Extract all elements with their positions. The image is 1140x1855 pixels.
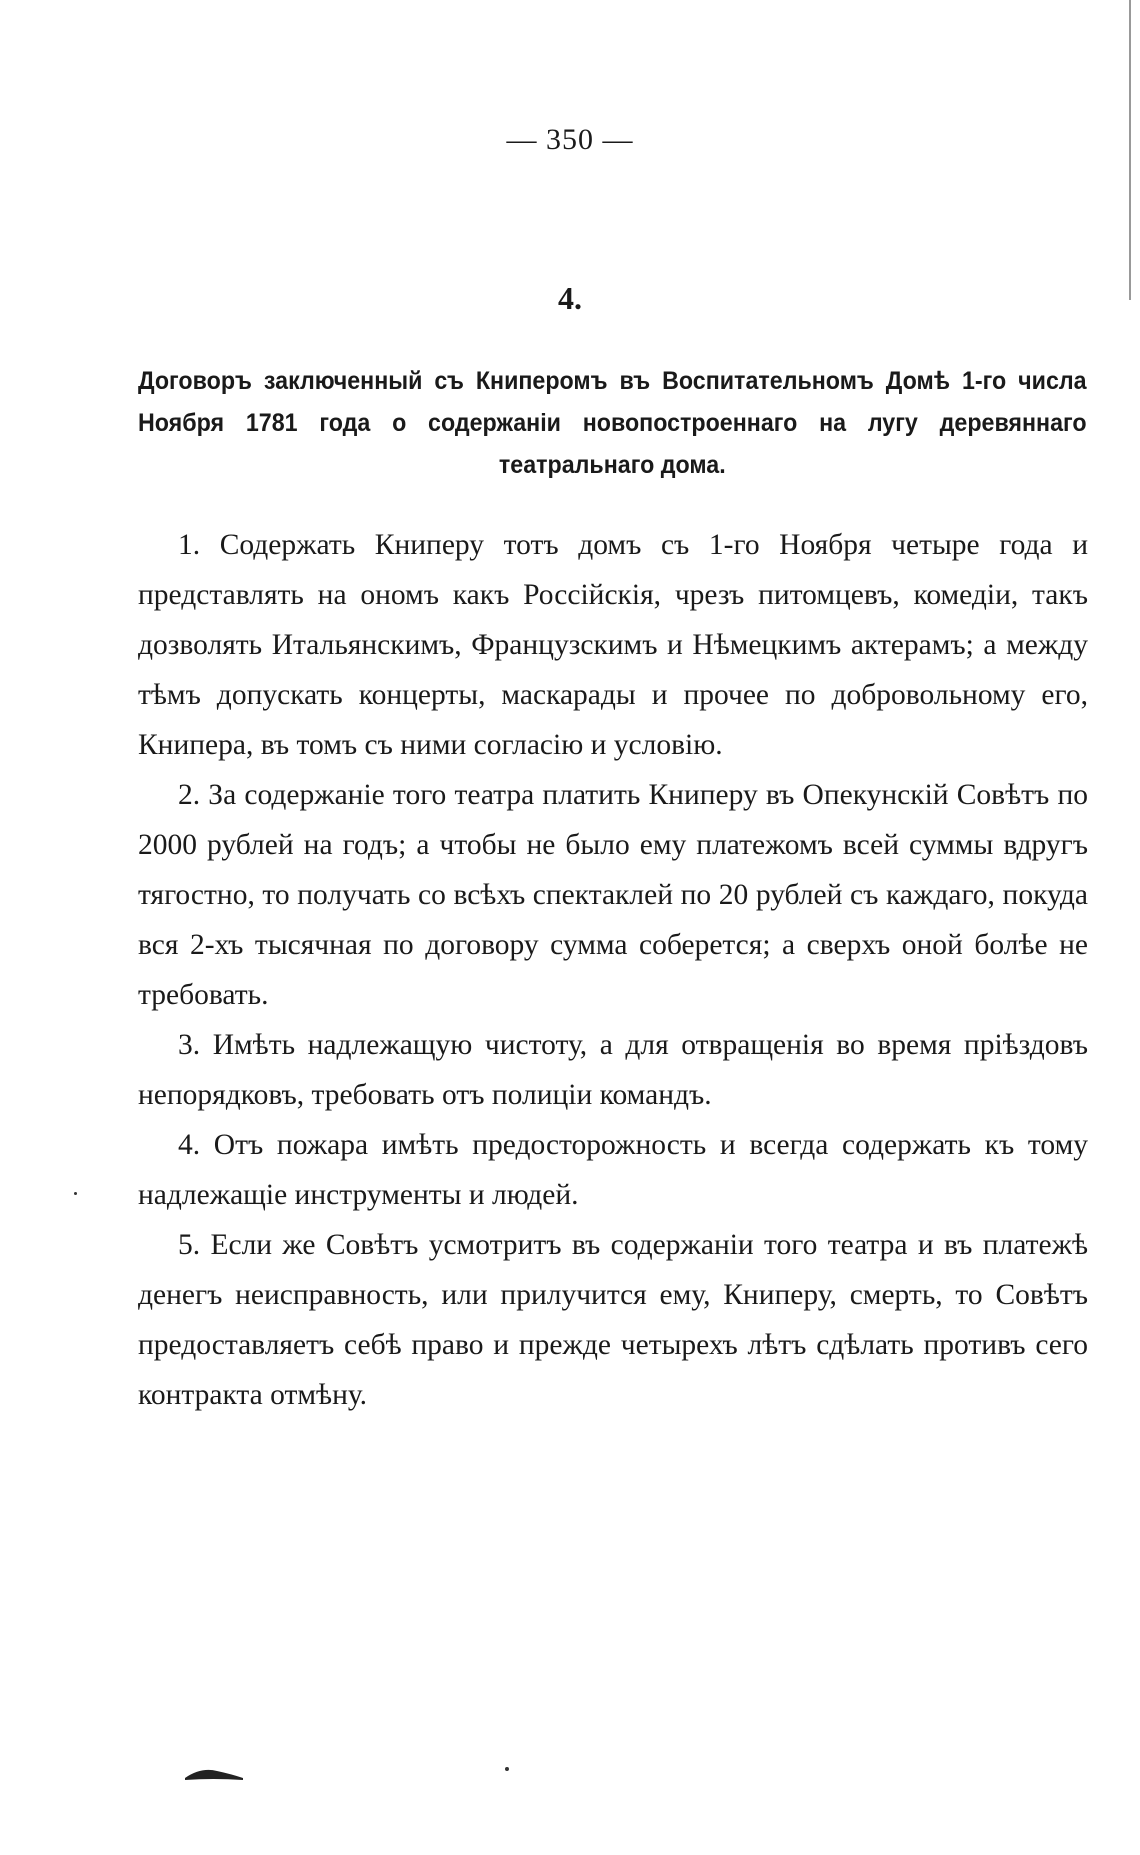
paragraph-2: 2. За содержаніе того театра платить Книперу въ Опекунскій Совѣтъ по 2000 рублей на годъ; а чтобы не было ему платежомъ всей суммы вдругъ тягостно, то получать со всѣхъ спектаклей по 20 рублей съ каждаго, покуда вся 2-хъ тысячная по договору сумма соберется; а сверхъ оной болѣе не требовать.: [138, 779, 1088, 1011]
ink-speck: [505, 1767, 509, 1771]
document-heading: Договоръ заключенный съ Книперомъ въ Воспитательномъ Домѣ 1-го числа Ноября 1781 года о содержаніи новопостроеннаго на лугу деревяннаго театральнаго дома.: [138, 367, 1087, 479]
document-body: [138, 520, 1088, 1420]
paragraph-1: 1. Содержать Книперу тотъ домъ съ 1-го Ноября четыре года и представлять на ономъ какъ Россійскія, чрезъ питомцевъ, комедіи, такъ дозволять Итальянскимъ, Французскимъ и Нѣмецкимъ актерамъ; а между тѣмъ допускать концерты, маскарады и прочее по добровольному его, Книпера, въ томъ съ ними согласію и условію.: [138, 529, 1088, 761]
ink-speck: [74, 1192, 77, 1195]
paragraph-4: 4. Отъ пожара имѣть предосторожность и всегда содержать къ тому надлежащіе инструменты и людей.: [138, 1129, 1088, 1211]
section-number: 4.: [558, 280, 582, 316]
ink-mark-icon: [183, 1765, 245, 1781]
page-number: — 350 —: [506, 123, 634, 156]
paragraph-3: 3. Имѣть надлежащую чистоту, а для отвращенія во время пріѣздовъ непорядковъ, требовать отъ полиціи командъ.: [138, 1029, 1088, 1111]
paragraph-5: 5. Если же Совѣтъ усмотритъ въ содержаніи того театра и въ платежѣ денегъ неисправность, или прилучится ему, Книперу, смерть, то Совѣтъ предоставляетъ себѣ право и прежде четырехъ лѣтъ сдѣлать противъ сего контракта отмѣну.: [138, 1229, 1088, 1411]
